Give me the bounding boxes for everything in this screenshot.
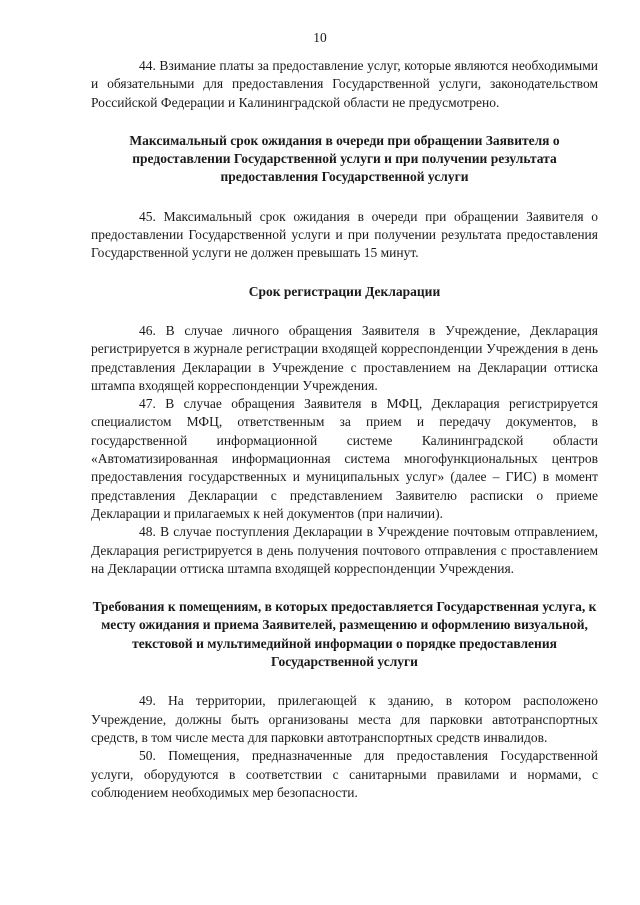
heading-registration-term: Срок регистрации Декларации [248, 283, 441, 299]
paragraph-47: 47. В случае обращения Заявителя в МФЦ, Декларация регистрируется специалистом МФЦ, ответственным за прием и передачу документов, в государственной информационной системе Калининградской области «Автоматизированная информационная система многофункциональных центров предоставления государственных и муниципальных услуг» (далее – ГИС) в момент представления Декларации с представлением Заявителю расписки о приеме Декларации и прилагаемых к ней документов (при наличии). [91, 396, 598, 521]
paragraph-50: 50. Помещения, предназначенные для предоставления Государственной услуги, оборудуются в соответствии с санитарными правилами и нормами, с соблюдением необходимых мер безопасности. [91, 748, 598, 800]
paragraph-45: 45. Максимальный срок ожидания в очереди при обращении Заявителя о предоставлении Государственной услуги и при получении результата предоставления Государственной услуги не должен превышать 15 минут. [91, 208, 598, 261]
paragraph-44: 44. Взимание платы за предоставление услуг, которые являются необходимыми и обязательными для предоставления Государственной услуги, законодательством Российской Федерации и Калининградской области не предусмотрено. [91, 58, 598, 110]
paragraph-49: 49. На территории, прилегающей к зданию, в котором расположено Учреждение, должны быть организованы места для парковки автотранспортных средств, в том числе места для парковки автотранспортных средств инвалидов. [91, 693, 598, 745]
paragraph-48: 48. В случае поступления Декларации в Учреждение почтовым отправлением, Декларация регистрируется в день получения почтового отправления с проставлением на Декларации оттиска штампа входящей корреспонденции Учреждения. [91, 524, 598, 576]
paragraph-46: 46. В случае личного обращения Заявителя в Учреждение, Декларация регистрируется в журнале регистрации входящей корреспонденции Учреждения в день представления Декларации в Учреждение с проставлением на Декларации оттиска штампа входящей корреспонденции Учреждения. [91, 322, 598, 393]
page-number: 10 [313, 30, 327, 45]
page-content [91, 57, 598, 802]
heading-premises-requirements: Требования к помещениям, в которых предоставляется Государственная услуга, к месту ожидания и приема Заявителей, размещению и оформлению визуальной, текстовой и мультимедийной информации о порядке предоставления Государственной услуги [92, 599, 597, 670]
heading-max-wait-time: Максимальный срок ожидания в очереди при обращении Заявителя о предоставлении Государственной услуги и при получении результата предоставления Государственной услуги [129, 132, 560, 185]
